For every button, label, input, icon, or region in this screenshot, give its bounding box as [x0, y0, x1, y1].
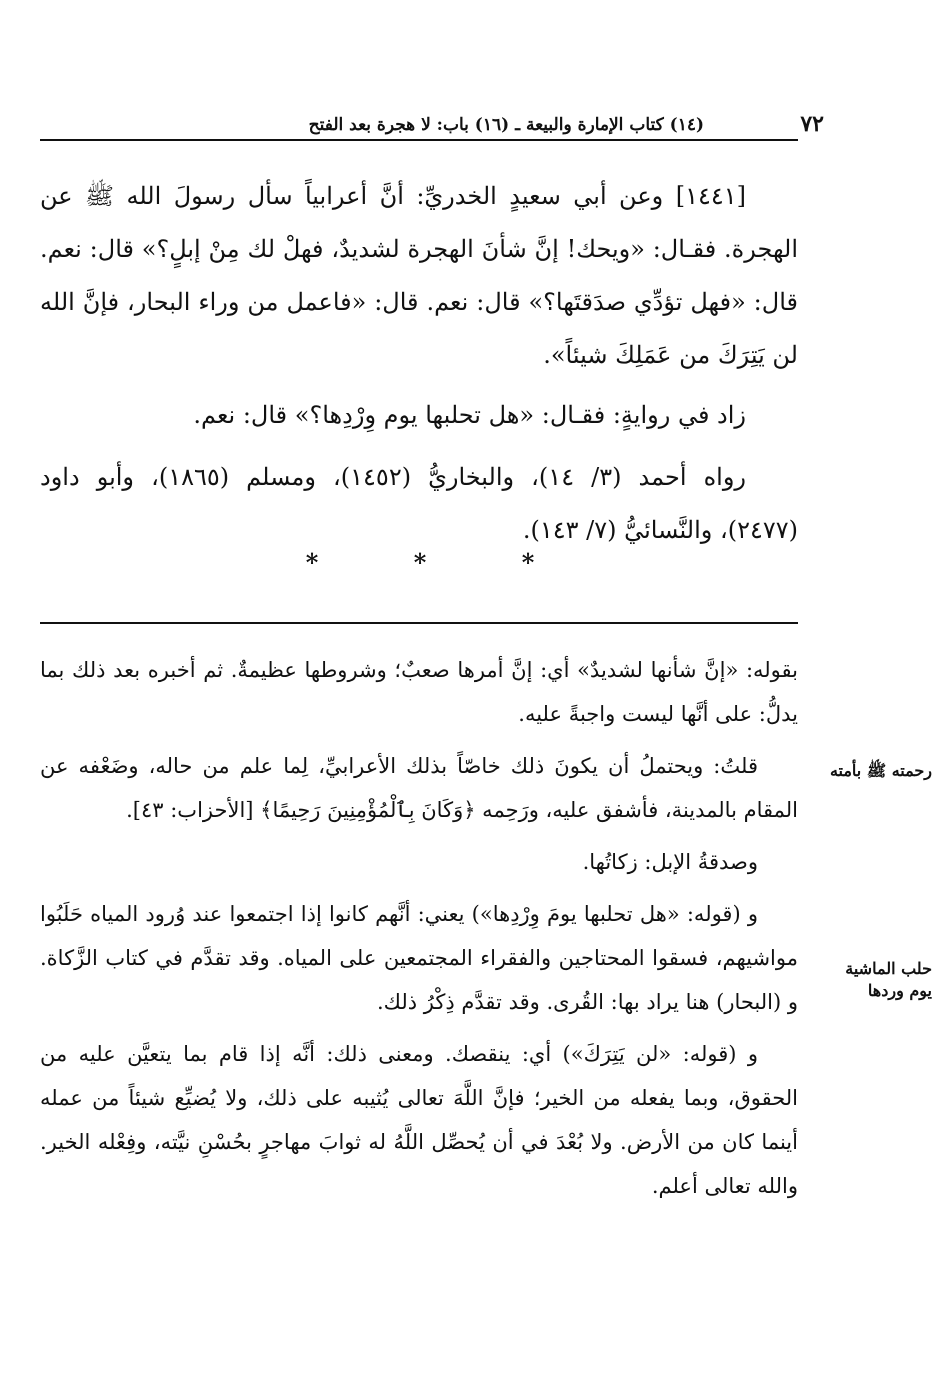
addition-paragraph: زاد في روايةٍ: فقـال: «هل تحلبها يوم وِرْدِها؟» قال: نعم. [193, 401, 746, 429]
main-text [40, 170, 798, 557]
page-number: ٧٢ [800, 111, 824, 137]
margin-note: حلب الماشية يوم وردها [845, 959, 932, 1000]
commentary-rule [40, 622, 798, 624]
commentary-paragraph: و (قوله: «هل تحلبها يومَ وِرْدِها») يعني: أنَّهم كانوا إذا اجتمعوا عند وُرود المياه حَلَبُوا مواشيهم، فسقوا المحتاجين والفقراء المجتمعين على المياه. وقد تقدَّم في كتاب الزَّكاة. و (البحار) هنا يراد بها: القُرى. وقد تقدَّم ذِكْرُ ذلك. [40, 902, 798, 1014]
separator-star: * [413, 548, 427, 577]
hadith-paragraph: [١٤٤١] وعن أبي سعيدٍ الخدريِّ: أنَّ أعرابياً سأل رسولَ الله ﷺ عن الهجرة. فقـال: «ويحك! إنَّ شأنَ الهجرة لشديدٌ، فهلْ لك مِنْ إبلٍ؟» قال: نعم. قال: «فهل تؤدِّي صدَقتَها؟» قال: نعم. قال: «فاعمل من وراء البحار، فإنَّ الله لن يَتِرَكَ من عَمَلِكَ شيئاً». [40, 182, 798, 369]
commentary [40, 648, 798, 1208]
separator-star: * [305, 548, 319, 577]
commentary-paragraph: و (قوله: «لن يَتِرَكَ») أي: ينقصك. ومعنى ذلك: أنَّه إذا قام بما يتعيَّن عليه من الحقوق، وبما يفعله من الخير؛ فإنَّ اللَّهَ تعالى يُثيبه على ذلك، ولا يُضيِّع شيئاً من عمله أينما كان من الأرض. ولا بُعْدَ في أن يُحصِّل اللَّهُ له ثوابَ مهاجرٍ بحُسْنِ نيَّته، وفِعْله الخير. والله تعالى أعلم. [40, 1042, 798, 1198]
running-head: (١٤) كتاب الإمارة والبيعة ـ (١٦) باب: لا هجرة بعد الفتح [308, 115, 704, 135]
margin-note: رحمته ﷺ بأمته [829, 761, 932, 780]
commentary-paragraph: قلتُ: ويحتملُ أن يكونَ ذلك خاصّاً بذلك الأعرابيِّ، لِما علم من حاله، وضَعْفه عن المقام بالمدينة، فأشفق عليه، ورَحِمه ﴿وَكَانَ بِٱلْمُؤْمِنِينَ رَحِيمًا﴾ [الأحزاب: ٤٣]. [40, 754, 798, 822]
separator-star: * [521, 548, 535, 577]
commentary-paragraph: وصدقةُ الإبل: زكاتُها. [582, 850, 758, 874]
commentary-paragraph: بقوله: «إنَّ شأنها لشديدٌ» أي: إنَّ أمرها صعبٌ؛ وشروطها عظيمةٌ. ثم أخبره بعد ذلك بما يدلُّ: على أنَّها ليست واجبةً عليه. [40, 658, 798, 726]
sources-paragraph: رواه أحمد (٣/ ١٤)، والبخاريُّ (١٤٥٢)، ومسلم (١٨٦٥)، وأبو داود (٢٤٧٧)، والنَّسائيُّ (٧/ ١٤٣). [40, 463, 798, 544]
section-separator [300, 548, 540, 578]
header-rule [40, 139, 798, 141]
